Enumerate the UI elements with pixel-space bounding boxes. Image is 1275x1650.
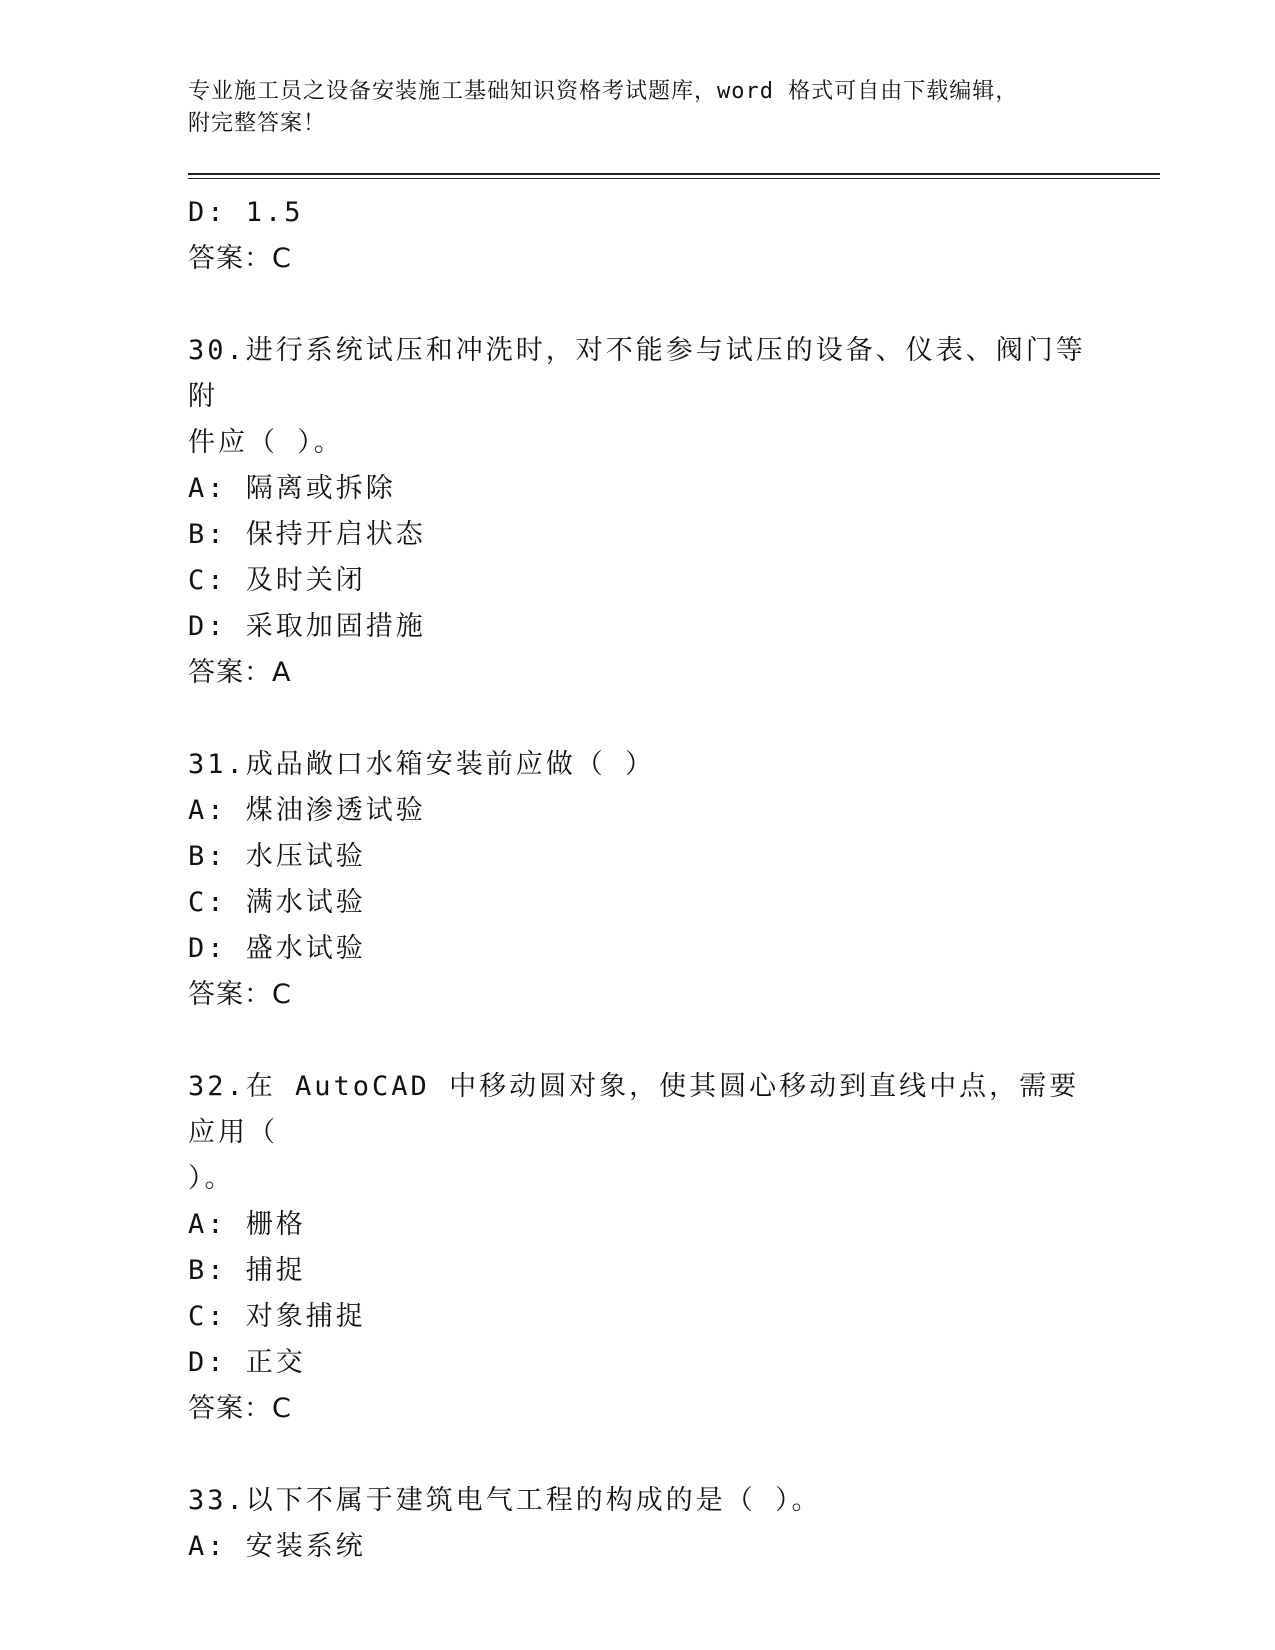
header-rule-thin xyxy=(188,178,1160,179)
option-a: A: 隔离或拆除 xyxy=(188,473,396,504)
spacer xyxy=(188,696,1088,742)
question-list xyxy=(188,190,1088,1570)
spacer xyxy=(188,1432,1088,1478)
answer: 答案：C xyxy=(188,243,292,274)
option-d: D: 采取加固措施 xyxy=(188,611,426,642)
option-c: C: 满水试验 xyxy=(188,887,366,918)
question-title-line-1: 30.进行系统试压和冲洗时，对不能参与试压的设备、仪表、阀门等附 xyxy=(188,335,1086,412)
header-line-2: 附完整答案！ xyxy=(188,111,327,136)
question-29-tail xyxy=(188,190,1088,282)
question-title-line-1: 33.以下不属于建筑电气工程的构成的是（ ）。 xyxy=(188,1485,822,1516)
spacer xyxy=(188,1018,1088,1064)
header-line-1: 专业施工员之设备安装施工基础知识资格考试题库，word 格式可自由下载编辑， xyxy=(188,79,1019,104)
option-c: C: 对象捕捉 xyxy=(188,1301,366,1332)
question-title-line-2: 件应（ ）。 xyxy=(188,427,344,458)
option-b: B: 水压试验 xyxy=(188,841,366,872)
option-a: A: 栅格 xyxy=(188,1209,306,1240)
option-a: A: 煤油渗透试验 xyxy=(188,795,426,826)
option-a: A: 安装系统 xyxy=(188,1531,366,1562)
answer: 答案：C xyxy=(188,1393,292,1424)
option-d: D: 正交 xyxy=(188,1347,306,1378)
option-d: D: 1.5 xyxy=(188,197,304,228)
option-d: D: 盛水试验 xyxy=(188,933,366,964)
spacer xyxy=(188,282,1088,328)
question-33 xyxy=(188,1478,1088,1570)
question-title-line-2: ）。 xyxy=(188,1163,235,1194)
page-header xyxy=(188,76,1088,140)
question-title-line-1: 32.在 AutoCAD 中移动圆对象，使其圆心移动到直线中点，需要应用（ xyxy=(188,1071,1080,1148)
answer: 答案：C xyxy=(188,979,292,1010)
question-32 xyxy=(188,1064,1088,1432)
question-title-line-1: 31.成品敞口水箱安装前应做（ ） xyxy=(188,749,656,780)
option-c: C: 及时关闭 xyxy=(188,565,366,596)
question-30 xyxy=(188,328,1088,696)
question-31 xyxy=(188,742,1088,1018)
option-b: B: 捕捉 xyxy=(188,1255,306,1286)
header-rule-thick xyxy=(188,173,1160,175)
option-b: B: 保持开启状态 xyxy=(188,519,426,550)
answer: 答案：A xyxy=(188,657,292,688)
